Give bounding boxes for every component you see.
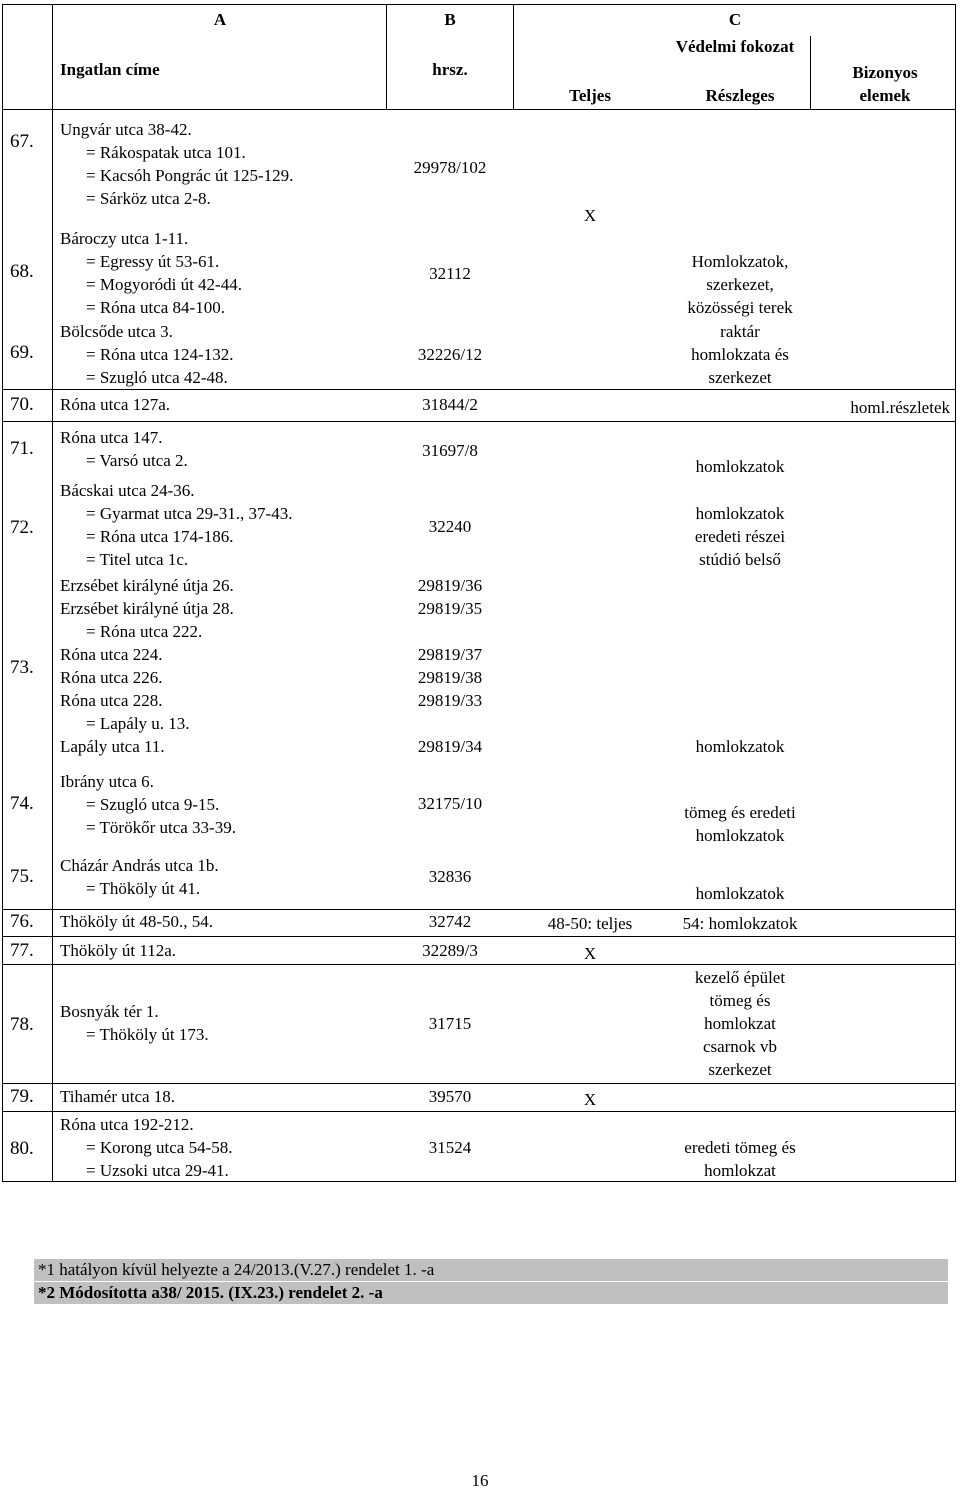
address-line: Bácskai utca 24-36. <box>60 481 195 500</box>
address-line: = Róna utca 84-100. <box>86 298 225 317</box>
hrsz-value: 31844/2 <box>422 395 478 414</box>
grid-line <box>2 964 956 965</box>
address-line: = Róna utca 174-186. <box>86 527 234 546</box>
reszleges-line: csarnok vb <box>702 1037 778 1056</box>
column-letter-a: A <box>213 10 227 29</box>
hrsz-value: 31715 <box>428 1014 472 1033</box>
address-line: = Szugló utca 9-15. <box>86 795 220 814</box>
hrsz-value: 32836 <box>428 867 472 886</box>
address-line: = Törökőr utca 33-39. <box>86 818 236 837</box>
address-line: Róna utca 192-212. <box>60 1115 194 1134</box>
row-number: 78. <box>10 1014 34 1035</box>
reszleges-line: kezelő épület <box>694 968 786 987</box>
bizonyos-elemek-header-line2: elemek <box>859 86 911 105</box>
address-line: Bölcsőde utca 3. <box>60 322 173 341</box>
reszleges-line: Homlokzatok, <box>691 252 789 271</box>
hrsz-value: 29819/34 <box>417 737 483 756</box>
address-line: Ungvár utca 38-42. <box>60 120 192 139</box>
teljes-value: 48-50: teljes <box>547 914 633 933</box>
row-number: 76. <box>10 911 34 932</box>
address-line: Róna utca 127a. <box>60 395 170 414</box>
hrsz-value: 29819/38 <box>417 668 483 687</box>
reszleges-line: homlokzatok <box>695 504 785 523</box>
reszleges-line: homlokzatok <box>695 826 785 845</box>
hrsz-value: 32112 <box>429 264 471 283</box>
reszleges-line: stúdió belső <box>699 550 781 569</box>
reszleges-line: szerkezet <box>708 368 772 387</box>
address-line: Erzsébet királyné útja 26. <box>60 576 234 595</box>
address-line: = Róna utca 124-132. <box>86 345 234 364</box>
reszleges-line: homlokzatok <box>695 457 785 476</box>
address-line: = Korong utca 54-58. <box>86 1138 233 1157</box>
reszleges-line: homlokzat <box>704 1014 776 1033</box>
teljes-mark: X <box>583 1090 597 1109</box>
row-number: 70. <box>10 394 34 415</box>
grid-line <box>2 389 956 390</box>
address-line: Erzsébet királyné útja 28. <box>60 599 234 618</box>
row-number: 79. <box>10 1086 34 1107</box>
row-number: 73. <box>10 657 34 678</box>
hrsz-value: 29819/36 <box>417 576 483 595</box>
address-line: Cházár András utca 1b. <box>60 856 219 875</box>
hrsz-value: 29819/35 <box>417 599 483 618</box>
address-line: Róna utca 147. <box>60 428 163 447</box>
reszleges-line: homlokzat <box>704 1161 776 1180</box>
address-line: = Gyarmat utca 29-31., 37-43. <box>86 504 293 523</box>
address-line: Bosnyák tér 1. <box>60 1002 159 1021</box>
grid-line <box>2 1083 956 1084</box>
hrsz-value: 31697/8 <box>422 441 478 460</box>
footnote-1: *1 hatályon kívül helyezte a 24/2013.(V.27.) rendelet 1. -a <box>38 1260 435 1279</box>
address-line: = Sárköz utca 2-8. <box>86 189 211 208</box>
address-line: Thököly út 48-50., 54. <box>60 912 213 931</box>
grid-line <box>2 936 956 937</box>
address-line: = Rákospatak utca 101. <box>86 143 246 162</box>
teljes-header: Teljes <box>569 86 611 105</box>
address-line: Ibrány utca 6. <box>60 772 154 791</box>
page-number: 16 <box>471 1471 489 1490</box>
grid-line <box>955 4 956 1182</box>
hrsz-value: 32289/3 <box>422 941 478 960</box>
address-line: Lapály utca 11. <box>60 737 165 756</box>
address-line: = Uzsoki utca 29-41. <box>86 1161 229 1180</box>
grid-line <box>2 421 956 422</box>
reszleges-line: tömeg és eredeti <box>684 803 796 822</box>
reszleges-line: közösségi terek <box>687 298 793 317</box>
hrsz-value: 32240 <box>428 517 472 536</box>
vedelmi-fokozat-header: Védelmi fokozat <box>675 37 795 56</box>
row-number: 72. <box>10 517 34 538</box>
grid-line <box>2 4 3 1182</box>
footnote-2: *2 Módosította a38/ 2015. (IX.23.) rendelet 2. -a <box>38 1283 383 1302</box>
footnote-bar <box>34 1282 948 1304</box>
reszleges-line: homlokzatok <box>695 884 785 903</box>
reszleges-line: tömeg és <box>709 991 771 1010</box>
address-line: = Róna utca 222. <box>86 622 203 641</box>
reszleges-line: eredeti részei <box>694 527 786 546</box>
hrsz-value: 31524 <box>428 1138 472 1157</box>
hrsz-value: 29819/33 <box>417 691 483 710</box>
hrsz-value: 39570 <box>428 1087 472 1106</box>
address-line: = Thököly út 173. <box>86 1025 209 1044</box>
address-line: = Titel utca 1c. <box>86 550 189 569</box>
teljes-mark: X <box>583 206 597 225</box>
grid-line <box>2 4 956 5</box>
reszleges-line: szerkezet, <box>706 275 774 294</box>
column-letter-c: C <box>728 10 742 29</box>
reszleges-line: szerkezet <box>708 1060 772 1079</box>
bizonyos-elemek-header-line1: Bizonyos <box>852 63 918 82</box>
row-number: 68. <box>10 261 34 282</box>
address-line: = Szugló utca 42-48. <box>86 368 228 387</box>
teljes-mark: X <box>583 944 597 963</box>
reszleges-header: Részleges <box>705 86 775 105</box>
ingatlan-cime-header: Ingatlan címe <box>60 60 160 79</box>
reszleges-line: raktár <box>720 322 760 341</box>
row-number: 74. <box>10 793 34 814</box>
grid-line <box>2 109 956 110</box>
hrsz-value: 32742 <box>428 912 472 931</box>
bizonyos-value: homl.részletek <box>850 398 950 417</box>
reszleges-line: homlokzata és <box>691 345 789 364</box>
hrsz-value: 32175/10 <box>417 794 483 813</box>
hrsz-header: hrsz. <box>432 60 468 79</box>
address-line: = Lapály u. 13. <box>86 714 190 733</box>
column-letter-b: B <box>444 10 456 29</box>
row-number: 75. <box>10 866 34 887</box>
address-line: Bároczy utca 1-11. <box>60 229 189 248</box>
address-line: Tihamér utca 18. <box>60 1087 176 1106</box>
address-line: Róna utca 228. <box>60 691 163 710</box>
row-number: 67. <box>10 131 34 152</box>
hrsz-value: 29978/102 <box>413 158 487 177</box>
grid-line <box>2 1111 956 1112</box>
address-line: Thököly út 112a. <box>60 941 176 960</box>
footnote-bar <box>34 1259 948 1281</box>
row-number: 80. <box>10 1138 34 1159</box>
address-line: = Mogyoródi út 42-44. <box>86 275 242 294</box>
grid-line <box>52 4 53 1182</box>
hrsz-value: 29819/37 <box>417 645 483 664</box>
row-number: 71. <box>10 438 34 459</box>
address-line: = Kacsóh Pongrác út 125-129. <box>86 166 294 185</box>
reszleges-line: 54: homlokzatok <box>682 914 798 933</box>
hrsz-value: 32226/12 <box>417 345 483 364</box>
address-line: = Thököly út 41. <box>86 879 201 898</box>
grid-line <box>386 4 387 109</box>
address-line: Róna utca 226. <box>60 668 163 687</box>
reszleges-line: homlokzatok <box>695 737 785 756</box>
row-number: 69. <box>10 342 34 363</box>
address-line: = Varsó utca 2. <box>86 451 188 470</box>
address-line: = Egressy út 53-61. <box>86 252 220 271</box>
row-number: 77. <box>10 940 34 961</box>
grid-line <box>513 4 514 109</box>
reszleges-line: eredeti tömeg és <box>684 1138 796 1157</box>
address-line: Róna utca 224. <box>60 645 163 664</box>
